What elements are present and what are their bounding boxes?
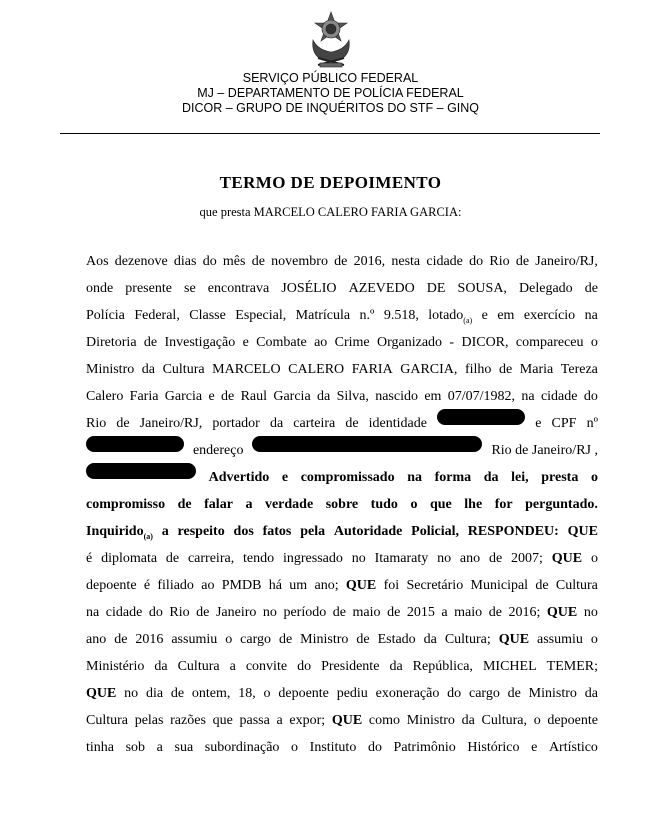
body-word: pelas: [134, 713, 164, 728]
que-marker: QUE: [498, 632, 530, 647]
redaction-mark: [437, 409, 525, 425]
body-word: Crime: [334, 335, 370, 350]
body-word: Maria: [519, 362, 554, 377]
body-word: ano: [86, 632, 107, 647]
body-line-10: [86, 491, 598, 518]
body-word: Estado: [377, 632, 416, 647]
body-word: de: [334, 254, 348, 269]
body-word: na: [521, 389, 535, 404]
body-word: Janeiro: [215, 605, 257, 620]
body-word: novembro: [271, 254, 328, 269]
body-word: há: [268, 578, 282, 593]
body-line-13: [86, 572, 598, 599]
body-word: da: [154, 659, 168, 674]
body-word: Itamaraty: [374, 551, 429, 566]
body-word: tudo: [370, 497, 398, 512]
body-word: Municipal: [470, 578, 529, 593]
body-word: tendo: [243, 551, 275, 566]
body-word: Rio: [489, 254, 510, 269]
body-word: CALERO: [288, 362, 345, 377]
body-word: do: [469, 254, 484, 269]
body-word: a: [229, 659, 236, 674]
body-word: e: [535, 416, 542, 431]
body-line-14: [86, 599, 598, 626]
body-word: diplomata: [101, 551, 158, 566]
body-word: Ministro: [406, 713, 455, 728]
body-word: um: [289, 578, 308, 593]
body-word: no: [124, 686, 139, 701]
body-word: de: [251, 254, 265, 269]
body-word: da: [483, 470, 499, 485]
body-word: lei,: [511, 470, 529, 485]
body-word: compromissado: [300, 470, 395, 485]
body-word: Cultura;: [444, 632, 491, 647]
body-word: Cultura,: [481, 713, 528, 728]
body-word: assumiu: [171, 632, 218, 647]
body-word: Secretário: [406, 578, 464, 593]
body-word: PMDB: [221, 578, 262, 593]
body-word: Aos: [86, 254, 109, 269]
body-word: ano;: [314, 578, 339, 593]
header-line-1: SERVIÇO PÚBLICO FEDERAL: [242, 71, 419, 85]
redaction-mark: [86, 436, 184, 452]
body-word: nesta: [391, 254, 421, 269]
body-word: 2007;: [511, 551, 543, 566]
body-word: Ministro: [300, 632, 349, 647]
body-word: de: [332, 605, 346, 620]
body-word: TEMER;: [546, 659, 598, 674]
body-word: CPF: [551, 416, 577, 431]
body-word: do: [447, 686, 462, 701]
body-word: expor;: [289, 713, 326, 728]
body-word: no: [351, 551, 366, 566]
body-word: ano: [459, 551, 481, 566]
body-word: na: [584, 308, 598, 323]
body-word: da: [141, 362, 156, 377]
body-word: dos: [233, 524, 254, 539]
body-word: Cultura: [162, 362, 205, 377]
body-word: o: [410, 497, 418, 512]
body-line-15: [86, 626, 598, 653]
body-word: Tereza: [560, 362, 598, 377]
body-word: que: [429, 497, 452, 512]
body-line-8: [86, 437, 598, 464]
body-word: e: [481, 308, 488, 323]
body-word: cidade: [426, 254, 463, 269]
body-line-9: [86, 464, 598, 491]
body-word: carteira: [293, 416, 336, 431]
body-word: MICHEL: [482, 659, 537, 674]
body-word: da: [423, 632, 437, 647]
body-word: Policial,: [411, 524, 459, 539]
body-word: o: [263, 686, 271, 701]
body-line-3: [86, 302, 598, 329]
body-word: FARIA: [351, 362, 393, 377]
body-word: exercício: [523, 308, 576, 323]
body-word: 2016: [135, 632, 164, 647]
body-line-18: [86, 707, 598, 734]
body-word: a: [245, 497, 253, 512]
body-word: Garcia: [164, 389, 203, 404]
body-word: o: [225, 632, 233, 647]
body-word: Rio: [169, 605, 190, 620]
body-word: a: [156, 740, 163, 755]
body-word: o: [590, 470, 598, 485]
body-word: filiado: [157, 578, 194, 593]
body-word: MARCELO: [212, 362, 281, 377]
body-word: o: [590, 335, 598, 350]
body-word: 18,: [238, 686, 256, 701]
body-word: RESPONDEU:: [467, 524, 559, 539]
body-word: República,: [412, 659, 473, 674]
body-word: perguntado.: [525, 497, 598, 512]
body-word: dia: [145, 686, 164, 701]
body-word: onde: [86, 281, 114, 296]
body-word: Ministério: [86, 659, 145, 674]
body-word: e: [281, 470, 289, 485]
body-word: da: [269, 416, 284, 431]
body-word: 2016;: [508, 605, 541, 620]
body-word: Matrícula: [295, 308, 351, 323]
body-word: cidade: [105, 605, 143, 620]
body-word: período: [283, 605, 327, 620]
body-word: maio: [454, 605, 483, 620]
body-word: de: [507, 686, 521, 701]
body-word: de: [387, 605, 401, 620]
body-word: lotado$_{(a)}$: [428, 308, 473, 325]
body-word: do: [583, 389, 598, 404]
body-word: presta: [541, 470, 579, 485]
body-word: Janeiro/RJ,: [139, 416, 203, 431]
body-word: da: [317, 389, 331, 404]
body-word: da: [461, 713, 475, 728]
body-word: identidade: [368, 416, 427, 431]
body-word: sob: [125, 740, 146, 755]
que-marker: QUE: [331, 713, 363, 728]
body-word: do: [202, 254, 217, 269]
body-word: DICOR,: [461, 335, 509, 350]
body-word: do: [148, 605, 163, 620]
body-word: Garcia: [273, 389, 311, 404]
que-marker: QUE: [345, 578, 377, 593]
body-word: -: [449, 335, 455, 350]
body-word: presente: [125, 281, 172, 296]
body-line-16: [86, 653, 598, 680]
body-line-1: [86, 248, 598, 275]
body-word: na: [407, 470, 422, 485]
body-word: filho: [464, 362, 492, 377]
body-word: DE: [426, 281, 446, 296]
body-word: Instituto: [309, 740, 357, 755]
subscript-mark: (a): [463, 315, 473, 325]
body-word: a: [441, 605, 448, 620]
body-word: Ministro: [528, 686, 577, 701]
body-word: o: [590, 632, 598, 647]
redaction-mark: [86, 463, 196, 479]
body-word: Raul: [240, 389, 268, 404]
body-word: pediu: [336, 686, 368, 701]
body-line-5: [86, 356, 598, 383]
body-word: Combate: [256, 335, 307, 350]
body-word: n.º: [359, 308, 375, 323]
body-word: tinha: [86, 740, 114, 755]
body-word: nascido: [375, 389, 418, 404]
body-word: Presidente: [321, 659, 380, 674]
body-word: Polícia: [86, 308, 125, 323]
body-word: falar: [204, 497, 233, 512]
body-line-19: [86, 734, 598, 761]
body-word: cargo: [240, 632, 272, 647]
body-word: sua: [174, 740, 194, 755]
body-line-11: [86, 518, 598, 545]
que-marker: QUE: [86, 686, 117, 701]
body-word: de: [515, 254, 530, 269]
body-word: de: [488, 551, 503, 566]
body-word: de: [170, 686, 185, 701]
body-word: de: [177, 497, 192, 512]
body-word: Silva,: [336, 389, 369, 404]
body-word: Delegado: [519, 281, 573, 296]
body-word: Cultura: [86, 713, 128, 728]
body-word: pela: [300, 524, 326, 539]
body-word: compromisso: [86, 497, 166, 512]
body-word: da: [584, 686, 598, 701]
body-line-4: [86, 329, 598, 356]
body-word: Cultura: [555, 578, 598, 593]
body-word: no: [583, 605, 598, 620]
body-word: Federal,: [134, 308, 180, 323]
body-word: foi: [383, 578, 400, 593]
body-word: no: [262, 605, 277, 620]
body-word: é: [143, 578, 151, 593]
body-word: for: [494, 497, 513, 512]
body-word: de: [165, 551, 180, 566]
body-word: razões: [170, 713, 206, 728]
body-word: exoneração: [375, 686, 440, 701]
body-word: de: [278, 632, 293, 647]
body-word: AZEVEDO: [348, 281, 415, 296]
body-word: respeito: [177, 524, 225, 539]
body-word: de: [114, 632, 128, 647]
body-word: Rio: [86, 416, 107, 431]
body-word: cidade: [540, 389, 578, 404]
body-line-2: [86, 275, 598, 302]
body-word: em: [424, 389, 442, 404]
body-word: Diretoria: [86, 335, 137, 350]
body-word: dezenove: [114, 254, 168, 269]
body-word: que: [212, 713, 233, 728]
body-word: carreira,: [187, 551, 235, 566]
body-word: Advertido: [208, 470, 270, 485]
body-word: 2015: [406, 605, 435, 620]
body-word: Artístico: [548, 740, 598, 755]
body-line-17: [86, 680, 598, 707]
address-label: endereço: [192, 443, 244, 458]
body-word: Faria: [129, 389, 159, 404]
body-word: ontem,: [191, 686, 231, 701]
body-word: de: [535, 578, 549, 593]
body-line-6: [86, 383, 598, 410]
body-word: verdade: [264, 497, 314, 512]
body-word: forma: [434, 470, 472, 485]
body-word: portador: [212, 416, 260, 431]
body-word: Classe: [189, 308, 226, 323]
body-word: Autoridade: [333, 524, 403, 539]
body-word: compareceu: [515, 335, 584, 350]
body-word: Organizado: [377, 335, 443, 350]
body-word: Investigação: [164, 335, 236, 350]
body-word: SOUSA,: [457, 281, 507, 296]
body-word: depoente: [86, 578, 137, 593]
body-word: o: [291, 740, 299, 755]
body-word: JOSÉLIO: [281, 281, 337, 296]
body-word: a: [161, 524, 169, 539]
body-line-7: [86, 410, 598, 437]
body-word: cargo: [468, 686, 500, 701]
body-word: ao: [314, 335, 328, 350]
body-word: de: [196, 605, 210, 620]
body-word: GARCIA,: [400, 362, 458, 377]
address-city: Rio de Janeiro/RJ ,: [491, 443, 598, 458]
body-word: convite: [245, 659, 288, 674]
body-word: QUE: [567, 524, 598, 539]
body-line-12: [86, 545, 598, 572]
body-word: como: [368, 713, 401, 728]
body-word: 9.518,: [383, 308, 419, 323]
inquirido-word: Inquirido$_{(a)}$: [86, 524, 153, 541]
document-subtitle: que presta MARCELO CALERO FARIA GARCIA:: [199, 205, 462, 219]
body-word: e: [208, 389, 215, 404]
body-word: e: [242, 335, 249, 350]
body-word: e: [531, 740, 538, 755]
body-word: de: [143, 335, 158, 350]
body-word: no: [437, 551, 452, 566]
body-word: 2016,: [353, 254, 386, 269]
body-word: ao: [201, 578, 215, 593]
brazil-coat-of-arms-icon: [308, 10, 354, 68]
body-word: passa: [239, 713, 270, 728]
header-line-2: MJ – DEPARTAMENTO DE POLÍCIA FEDERAL: [197, 86, 464, 100]
body-word: Patrimônio: [393, 740, 456, 755]
body-word: de: [221, 389, 235, 404]
body-word: em: [497, 308, 515, 323]
body-word: lhe: [464, 497, 483, 512]
body-word: do: [297, 659, 312, 674]
body-word: dias: [173, 254, 197, 269]
body-word: Janeiro/RJ,: [535, 254, 598, 269]
body-word: de: [356, 632, 370, 647]
body-word: o: [590, 551, 598, 566]
document-title: TERMO DE DEPOIMENTO: [219, 173, 442, 192]
body-word: de: [499, 362, 513, 377]
body-word: o: [533, 713, 541, 728]
que-marker: QUE: [546, 605, 578, 620]
body-word: a: [276, 713, 283, 728]
body-word: sobre: [325, 497, 359, 512]
body-word: 07/07/1982,: [447, 389, 516, 404]
body-word: na: [86, 605, 100, 620]
body-word: de: [584, 281, 598, 296]
body-word: Ministro: [86, 362, 135, 377]
body-word: maio: [352, 605, 381, 620]
header-line-3: DICOR – GRUPO DE INQUÉRITOS DO STF – GINQ: [181, 101, 480, 115]
testimony-body: [86, 248, 598, 761]
body-word: é: [86, 551, 93, 566]
body-word: Especial,: [235, 308, 287, 323]
body-word: mês: [222, 254, 246, 269]
body-word: Cultura: [177, 659, 220, 674]
body-word: assumiu: [537, 632, 583, 647]
body-word: do: [367, 740, 382, 755]
body-word: subordinação: [204, 740, 280, 755]
body-word: fatos: [262, 524, 292, 539]
body-word: depoente: [278, 686, 329, 701]
redaction-mark: [252, 436, 482, 452]
body-word: depoente: [547, 713, 598, 728]
body-word: nº: [586, 416, 598, 431]
body-word: Histórico: [467, 740, 520, 755]
body-word: encontrava: [207, 281, 270, 296]
body-word: de: [488, 605, 502, 620]
header-divider: [60, 133, 600, 134]
body-word: da: [389, 659, 403, 674]
body-word: ingressado: [283, 551, 343, 566]
body-word: Calero: [86, 389, 124, 404]
body-word: de: [345, 416, 359, 431]
body-word: de: [116, 416, 130, 431]
body-word: se: [184, 281, 196, 296]
que-marker: QUE: [551, 551, 583, 566]
